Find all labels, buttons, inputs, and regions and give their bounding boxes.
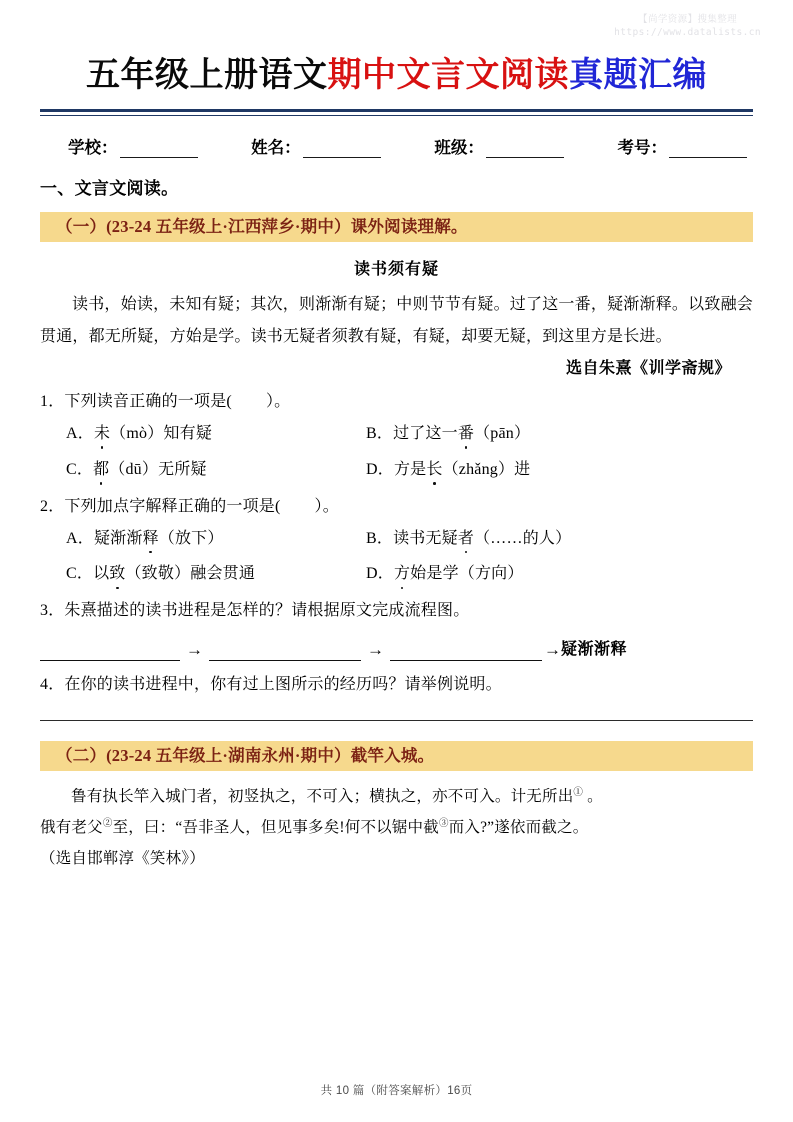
title-part-grade: 五年级上册语文 [86, 57, 328, 94]
question-1 [40, 390, 753, 482]
option-dotted-char: 者 [458, 527, 474, 552]
title-part-collection: 真题汇编 [569, 57, 707, 94]
exam-no-field[interactable] [617, 134, 747, 158]
question-4 [40, 673, 753, 698]
passage-2-text-a: 鲁有执长竿入城门者，初竖执之，不可入；横执之，亦不可入。计无所出 [71, 787, 574, 805]
option-dotted-char: 都 [93, 458, 109, 483]
option-post: （放下） [158, 529, 224, 547]
option-post: （pān） [474, 425, 531, 443]
question-1-text: 下列读音正确的一项是( [64, 393, 232, 411]
arrow-right-icon: → [544, 639, 561, 659]
question-3 [40, 599, 753, 624]
option-post: （zhǎng）进 [442, 460, 531, 478]
passage-2-text-e: 而入?”遂依而截之。 [448, 818, 589, 836]
footnote-marker-2: ② [102, 818, 113, 829]
option-dotted-char: 未 [94, 422, 110, 447]
question-2-options [40, 527, 753, 588]
flowchart-end-label: 疑渐渐释 [561, 640, 628, 658]
question-2-number: 2． [40, 497, 65, 515]
option-post: （致敬）融会贯通 [125, 565, 256, 583]
option-letter: D． [366, 565, 394, 583]
option-letter: B． [366, 529, 394, 547]
passage-1-title: 读书须有疑 [353, 261, 439, 279]
option-2-c[interactable] [66, 562, 366, 587]
flowchart-blank-1[interactable] [40, 645, 180, 661]
arrow-right-icon: → [367, 639, 384, 659]
question-2-stem-tail: ）。 [314, 497, 339, 515]
school-field[interactable] [68, 134, 198, 158]
class-blank[interactable] [486, 142, 564, 158]
question-1-options [40, 422, 753, 483]
question-1-stem-tail: ）。 [265, 393, 291, 411]
passage-2-heading: （二）(23-24 五年级上·湖南永州·期中）截竿入城。 [40, 741, 753, 771]
option-pre: 疑渐渐 [93, 529, 143, 547]
option-post: （dū）无所疑 [109, 460, 207, 478]
arrow-right-icon: → [186, 639, 203, 659]
passage-2-body-line-2 [40, 812, 753, 843]
footnote-marker-1: ① [573, 787, 584, 798]
passage-1-body: 读书，始读，未知有疑；其次，则渐渐有疑；中则节节有疑。过了这一番，疑渐渐释。以致融会贯通，都无所疑，方始是学。读书无疑者须教有疑，有疑，却要无疑，到这里方是长进。 [40, 296, 753, 346]
option-2-d[interactable] [366, 562, 753, 587]
section-heading: 一、文言文阅读。 [40, 179, 179, 199]
question-4-number: 4． [40, 675, 65, 693]
option-pre: 过了这一 [393, 425, 458, 443]
flowchart [40, 638, 753, 661]
answer-area-divider [40, 720, 753, 721]
question-1-number: 1． [40, 393, 65, 411]
name-field[interactable] [251, 134, 381, 158]
option-post: （mò）知有疑 [110, 425, 213, 443]
option-dotted-char: 番 [458, 422, 474, 447]
exam-no-label: 考号： [617, 138, 667, 158]
question-2 [40, 495, 753, 587]
option-pre: 读书无疑 [393, 529, 458, 547]
option-1-a[interactable] [66, 422, 366, 447]
option-pre: 方是 [393, 460, 427, 478]
option-letter: A． [66, 425, 94, 443]
watermark-source-label: 【尚学资源】搜集整理 [638, 14, 738, 25]
page-footer: 共 10 篇（附答案解析）16页 [320, 1085, 473, 1097]
passage-2-body-line-1 [40, 781, 753, 812]
option-1-b[interactable] [366, 422, 753, 447]
passage-2-text-d: 至，曰：“吾非圣人，但见事多矣!何不以锯中截 [112, 818, 439, 836]
option-post: （……的人） [474, 529, 572, 547]
question-3-number: 3． [40, 602, 65, 620]
watermark-url: https://www.datalists.cn [614, 26, 761, 38]
page-title [40, 0, 753, 95]
option-dotted-char: 方 [394, 562, 410, 587]
passage-2-source: （选自邯郸淳《笑林》） [40, 849, 205, 867]
title-part-subject: 期中文言文阅读 [327, 57, 569, 94]
option-2-a[interactable] [66, 527, 366, 552]
exam-no-blank[interactable] [669, 142, 747, 158]
option-1-d[interactable] [366, 458, 753, 483]
identity-row [40, 134, 753, 158]
option-letter: C． [66, 565, 94, 583]
title-divider [40, 109, 753, 116]
passage-1-source: 选自朱熹《训学斋规》 [565, 360, 731, 378]
question-2-text: 下列加点字解释正确的一项是( [64, 497, 281, 515]
option-letter: C． [66, 460, 94, 478]
question-1-stem [40, 393, 290, 410]
question-4-stem [40, 676, 502, 693]
question-3-text: 朱熹描述的读书进程是怎样的？请根据原文完成流程图。 [64, 602, 470, 620]
option-dotted-char: 释 [143, 527, 159, 552]
question-3-stem [40, 602, 469, 619]
option-1-c[interactable] [66, 458, 366, 483]
name-blank[interactable] [303, 142, 381, 158]
class-label: 班级： [434, 138, 484, 158]
option-pre: 以 [93, 565, 110, 583]
option-letter: D． [366, 460, 394, 478]
flowchart-blank-2[interactable] [209, 645, 361, 661]
school-label: 学校： [68, 138, 118, 158]
passage-2-text-c: 俄有老父 [40, 818, 103, 836]
name-label: 姓名： [251, 138, 301, 158]
option-2-b[interactable] [366, 527, 753, 552]
option-post: 始是学（方向） [410, 565, 524, 583]
school-blank[interactable] [120, 142, 198, 158]
question-2-stem [40, 498, 339, 515]
passage-1-heading: （一）(23-24 五年级上·江西萍乡·期中）课外阅读理解。 [40, 212, 753, 242]
passage-2-text-b: 。 [583, 787, 603, 805]
option-dotted-char: 致 [109, 562, 125, 587]
option-letter: A． [66, 529, 94, 547]
flowchart-blank-3[interactable] [390, 645, 542, 661]
class-field[interactable] [434, 134, 564, 158]
option-dotted-char: 长 [426, 458, 442, 483]
option-letter: B． [366, 425, 394, 443]
footnote-marker-3: ③ [438, 818, 449, 829]
question-4-text: 在你的读书进程中，你有过上图所示的经历吗？请举例说明。 [64, 675, 502, 693]
